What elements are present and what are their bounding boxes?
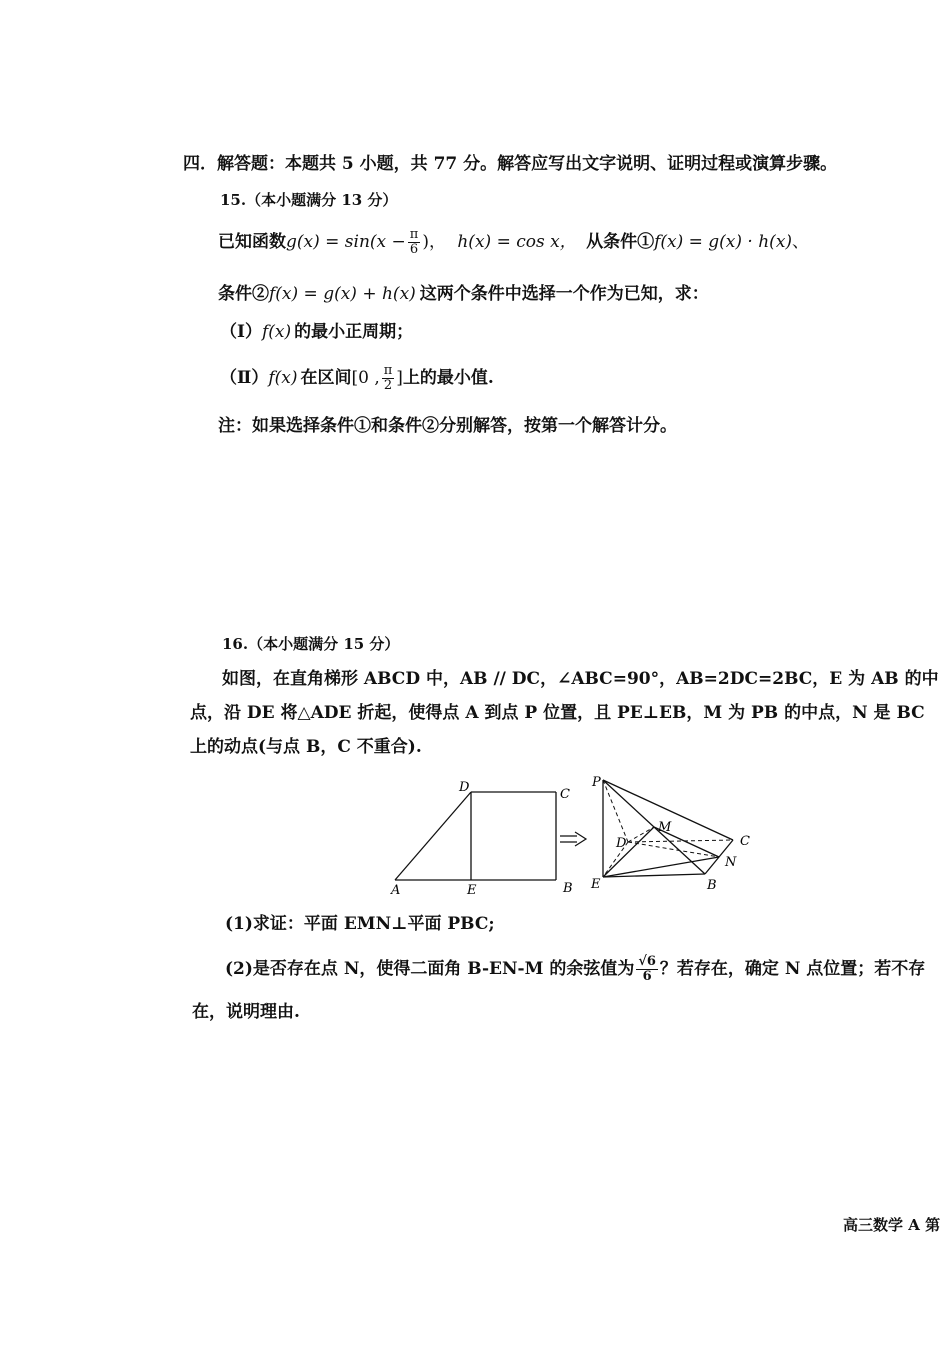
- q15-cond1-formula: f(x) = g(x) · h(x): [654, 232, 793, 252]
- q15-part2-fx: f(x): [268, 368, 298, 388]
- q16-figure: [380, 770, 760, 900]
- q15-part2: [220, 364, 494, 393]
- q15-part1-label: （Ⅰ）: [220, 322, 262, 342]
- label-right-M: M: [658, 820, 672, 835]
- trapezoid-figure: [395, 792, 556, 880]
- q16-part2-frac-den: 6: [642, 969, 652, 984]
- q15-part2-text-b: 上的最小值.: [402, 368, 494, 388]
- q15-part2-interval-open: [0 ,: [351, 368, 380, 388]
- q15-cond2-formula: f(x) = g(x) + h(x): [269, 284, 416, 304]
- q16-title: 16.（本小题满分 15 分）: [222, 635, 400, 653]
- label-left-C: C: [560, 787, 570, 802]
- q15-title: 15.（本小题满分 13 分）: [220, 191, 398, 209]
- q15-g-def-rhs: )，: [422, 232, 446, 252]
- label-left-D: D: [459, 780, 470, 795]
- q16-part2-frac-num: √6: [638, 954, 656, 969]
- q16-part2-line1: [225, 955, 925, 984]
- q16-part2-line2: 在，说明理由.: [192, 1002, 300, 1022]
- q15-g-frac-den: 6: [409, 242, 419, 257]
- q15-note: 注：如果选择条件①和条件②分别解答，按第一个解答计分。: [218, 416, 677, 436]
- q15-part2-interval-close: ]: [396, 368, 403, 388]
- segment-DC-hidden: [628, 840, 733, 842]
- q16-part2-text-b: ？若存在，确定 N 点位置；若不存: [659, 959, 926, 979]
- label-right-B: B: [707, 878, 717, 893]
- label-right-D: D: [616, 836, 627, 851]
- q15-g-frac: [408, 228, 421, 257]
- label-right-E: E: [591, 877, 601, 892]
- q15-part2-frac-den: 2: [383, 378, 393, 393]
- label-right-N: N: [725, 855, 737, 870]
- q16-para-line1: 如图，在直角梯形 ABCD 中，AB // DC，∠ABC=90°，AB=2DC=2BC，E 为 AB 的中: [222, 669, 939, 689]
- page-footer: 高三数学 A 第: [843, 1216, 941, 1234]
- q15-part1-fx: f(x): [261, 322, 292, 342]
- q15-part2-frac: [382, 364, 395, 393]
- label-left-B: B: [563, 881, 573, 896]
- label-right-C: C: [740, 834, 750, 849]
- q15-part2-frac-num: π: [383, 363, 393, 378]
- q15-part2-text-a: 在区间: [300, 368, 352, 388]
- label-left-E: E: [467, 883, 477, 898]
- q16-para-line2: 点，沿 DE 将△ADE 折起，使得点 A 到点 P 位置，且 PE⊥EB，M 为 PB 的中点，N 是 BC: [190, 703, 925, 723]
- q15-cond1-tail: 、: [792, 232, 810, 252]
- label-right-P: P: [592, 775, 601, 790]
- q15-cond2-text: 条件②: [218, 284, 269, 304]
- q16-part1: (1)求证：平面 EMN⊥平面 PBC;: [225, 914, 495, 934]
- segment-AD: [395, 792, 471, 880]
- q15-given-line: [218, 228, 809, 257]
- q15-part1-text: 的最小正周期；: [294, 322, 414, 342]
- q15-cond2-line: [218, 282, 709, 306]
- q15-part2-label: （Ⅱ）: [220, 368, 269, 388]
- q15-given-prefix: 已知函数: [218, 232, 286, 252]
- q15-cond2-tail: 这两个条件中选择一个作为已知，求：: [419, 284, 709, 304]
- q15-h-def: h(x) = cos x，: [457, 232, 577, 252]
- q15-cond1-text: 从条件①: [586, 232, 655, 252]
- transform-arrow: [560, 832, 586, 846]
- q16-para-line3: 上的动点(与点 B，C 不重合).: [190, 737, 422, 757]
- q15-g-def-lhs: g(x) = sin(x −: [286, 232, 406, 252]
- q15-g-frac-num: π: [409, 227, 419, 242]
- q15-part1: [220, 320, 413, 344]
- section-heading: 四．解答题：本题共 5 小题，共 77 分。解答应写出文字说明、证明过程或演算步骤。: [183, 154, 838, 174]
- label-left-A: A: [391, 883, 401, 898]
- q16-part2-frac: [636, 955, 658, 984]
- q16-part2-text-a: (2)是否存在点 N，使得二面角 B-EN-M 的余弦值为: [225, 959, 635, 979]
